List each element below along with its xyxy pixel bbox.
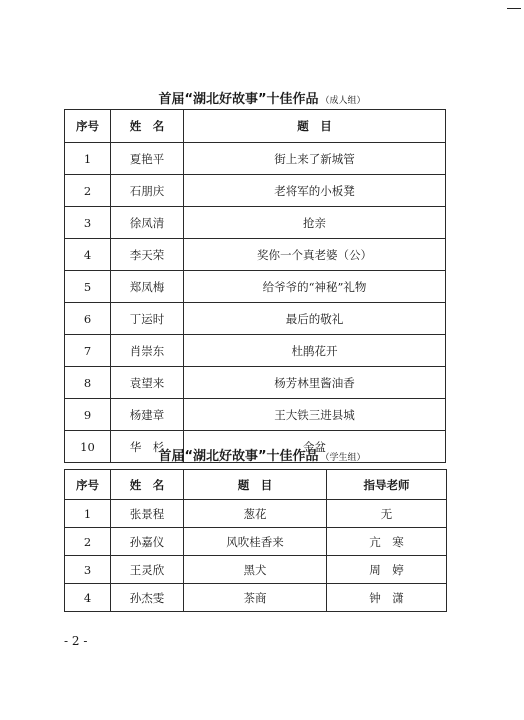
header-title: 题 目 <box>184 110 446 143</box>
table-row <box>65 175 446 207</box>
table-row <box>65 303 446 335</box>
work-title: 街上来了新城管 <box>184 143 446 175</box>
header-number: 序号 <box>65 470 111 500</box>
table-row <box>65 556 447 584</box>
author-name: 肖崇东 <box>111 335 184 367</box>
author-name: 丁运时 <box>111 303 184 335</box>
row-number: 4 <box>65 239 111 271</box>
work-title: 金盆 <box>184 431 446 463</box>
student-section-title <box>0 445 524 464</box>
adult-section-title <box>0 88 524 107</box>
work-title: 最后的敬礼 <box>184 303 446 335</box>
table-row <box>65 207 446 239</box>
work-title: 给爷爷的“神秘”礼物 <box>184 271 446 303</box>
row-number: 3 <box>65 556 111 584</box>
author-name: 孙杰雯 <box>111 584 184 612</box>
table-row <box>65 239 446 271</box>
work-title: 葱花 <box>184 500 327 528</box>
row-number: 7 <box>65 335 111 367</box>
work-title: 老将军的小板凳 <box>184 175 446 207</box>
table-row <box>65 500 447 528</box>
row-number: 9 <box>65 399 111 431</box>
work-title: 王大铁三进县城 <box>184 399 446 431</box>
work-title: 杨芳林里酱油香 <box>184 367 446 399</box>
header-title: 题 目 <box>184 470 327 500</box>
corner-mark <box>507 8 521 9</box>
row-number: 1 <box>65 143 111 175</box>
teacher-name: 无 <box>327 500 447 528</box>
work-title: 茶商 <box>184 584 327 612</box>
header-teacher: 指导老师 <box>327 470 447 500</box>
author-name: 张景程 <box>111 500 184 528</box>
table-row <box>65 335 446 367</box>
work-title: 奖你一个真老婆（公） <box>184 239 446 271</box>
table-row <box>65 367 446 399</box>
author-name: 郑凤梅 <box>111 271 184 303</box>
row-number: 2 <box>65 528 111 556</box>
student-works-table <box>64 469 447 612</box>
table-row <box>65 143 446 175</box>
table-row <box>65 271 446 303</box>
table-row <box>65 528 447 556</box>
teacher-name: 钟 潇 <box>327 584 447 612</box>
table-row <box>65 399 446 431</box>
student-title-text: 首届“湖北好故事”十佳作品 <box>158 449 319 464</box>
row-number: 4 <box>65 584 111 612</box>
work-title: 抢亲 <box>184 207 446 239</box>
table-row <box>65 584 447 612</box>
author-name: 孙嘉仪 <box>111 528 184 556</box>
author-name: 李天荣 <box>111 239 184 271</box>
header-number: 序号 <box>65 110 111 143</box>
author-name: 华 杉 <box>111 431 184 463</box>
header-name: 姓 名 <box>111 470 184 500</box>
table-header-row <box>65 110 446 143</box>
student-title-suffix: （学生组） <box>320 453 366 463</box>
teacher-name: 周 婷 <box>327 556 447 584</box>
row-number: 8 <box>65 367 111 399</box>
author-name: 徐凤清 <box>111 207 184 239</box>
work-title: 风吹桂香来 <box>184 528 327 556</box>
row-number: 10 <box>65 431 111 463</box>
work-title: 杜鹃花开 <box>184 335 446 367</box>
author-name: 袁望来 <box>111 367 184 399</box>
row-number: 6 <box>65 303 111 335</box>
row-number: 2 <box>65 175 111 207</box>
adult-title-text: 首届“湖北好故事”十佳作品 <box>158 92 319 107</box>
row-number: 3 <box>65 207 111 239</box>
teacher-name: 亢 寒 <box>327 528 447 556</box>
adult-title-suffix: （成人组） <box>320 96 366 106</box>
table-header-row <box>65 470 447 500</box>
page-number: - 2 - <box>64 634 88 648</box>
author-name: 王灵欣 <box>111 556 184 584</box>
header-name: 姓 名 <box>111 110 184 143</box>
row-number: 1 <box>65 500 111 528</box>
author-name: 石朋庆 <box>111 175 184 207</box>
adult-works-table <box>64 109 446 463</box>
row-number: 5 <box>65 271 111 303</box>
author-name: 杨建章 <box>111 399 184 431</box>
work-title: 黑犬 <box>184 556 327 584</box>
author-name: 夏艳平 <box>111 143 184 175</box>
